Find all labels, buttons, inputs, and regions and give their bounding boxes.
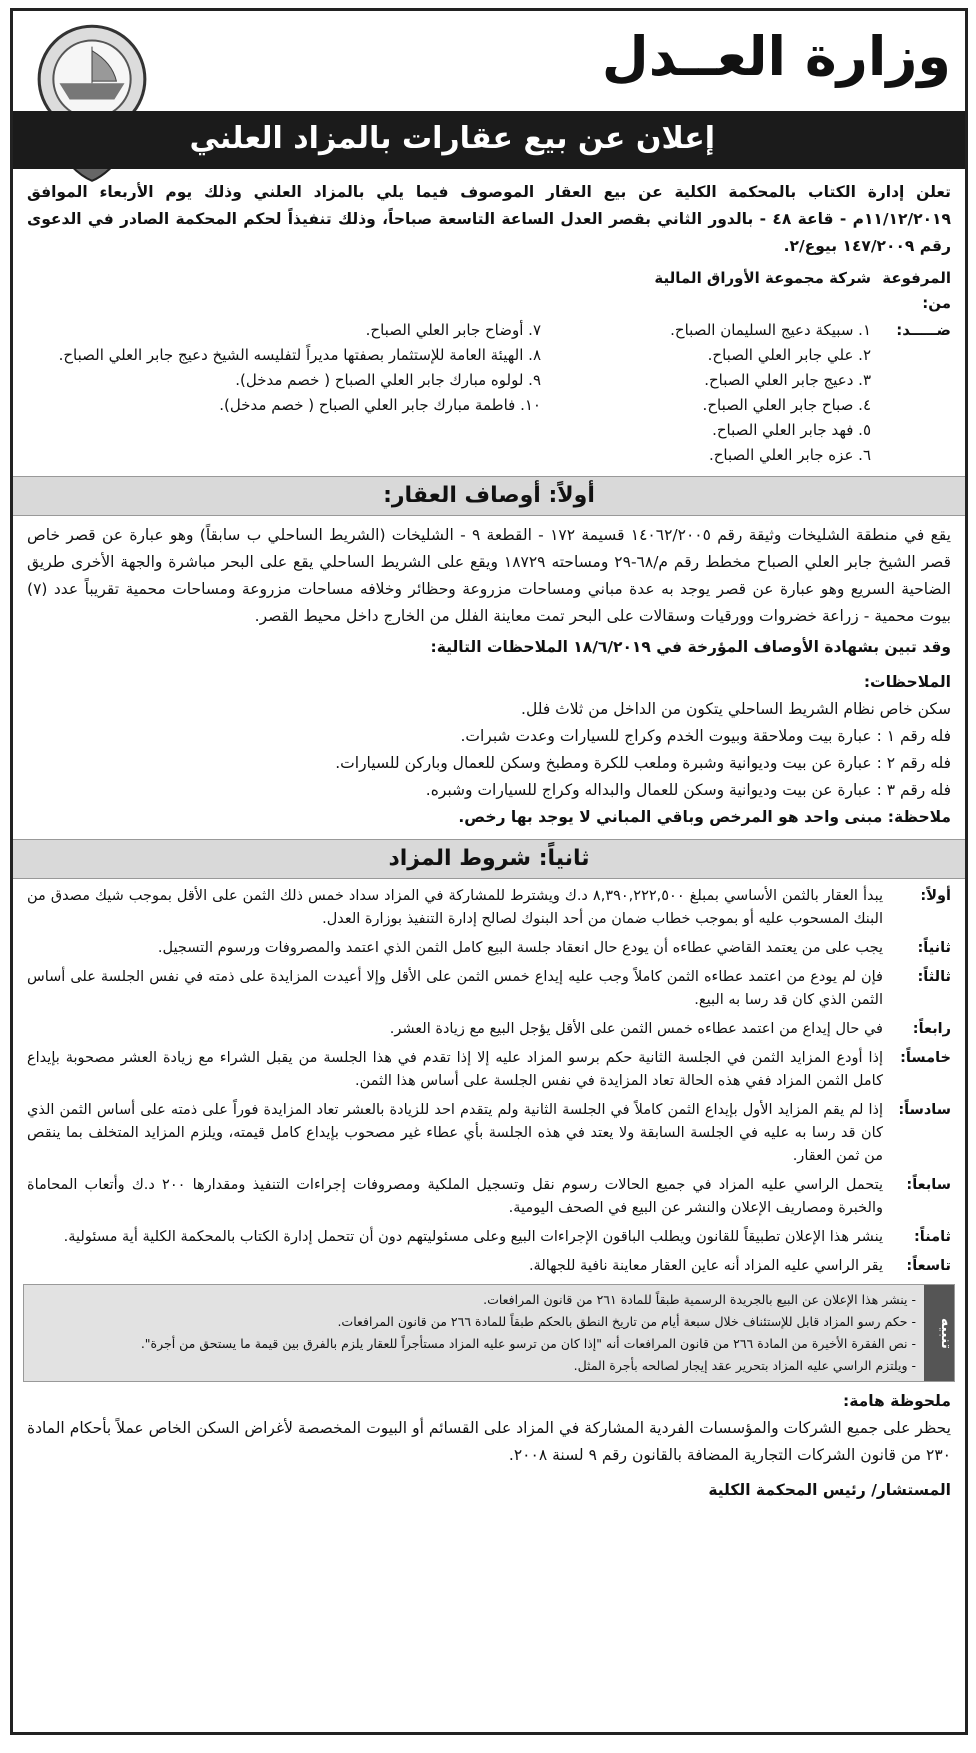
- notice-tag: تنبيه: [924, 1285, 954, 1381]
- condition-item: [13, 1255, 965, 1278]
- notice-lines: [24, 1285, 924, 1381]
- condition-item: [13, 1018, 965, 1041]
- list-item: ٤. صباح جابر العلي الصباح.: [702, 396, 871, 414]
- note-line: فله رقم ٢ : عبارة عن بيت وديوانية وشبرة وملعب للكرة ومطبخ وسكن للعمال وباركن للسيارات.: [335, 754, 951, 772]
- defendants-col-right: [541, 318, 871, 468]
- announcement-banner: [13, 111, 965, 169]
- condition-text: يجب على من يعتمد القاضي عطاءه أن يودع حال انعقاد جلسة البيع كامل الثمن الذي اعتمد والمصروفات ورسوم التسجيل.: [157, 940, 883, 956]
- plaintiff-row: [13, 266, 965, 316]
- condition-key: رابعاً:: [912, 1021, 951, 1037]
- section-title-conditions: ثانياً: شروط المزاد: [13, 839, 965, 879]
- condition-text: إذا أودع المزايد الثمن في الجلسة الثانية حكم برسو المزاد عليه إلا إذا تقدم في هذا الجلسة من يقبل الشراء مع زيادة العشر مصحوبة بإيداع كامل الثمن المزاد ففي هذه الحالة تعاد المزايدة في نفس الجلسة على أساس هذا الثمن.: [27, 1050, 883, 1089]
- condition-item: [13, 1226, 965, 1249]
- important-note-text: يحظر على جميع الشركات والمؤسسات الفردية المشاركة في المزاد على القسائم أو البيوت المخصصة لأغراض السكن الخاص عملاً بأحكام المادة ٢٣٠ من قانون الشركات التجارية المضافة بالقانون رقم ٩ لسنة ٢٠٠٨.: [27, 1419, 951, 1464]
- announcement-body: [13, 173, 965, 1732]
- notice-line: - حكم رسو المزاد قابل للإستئناف خلال سبعة أيام من تاريخ النطق بالحكم طبقاً للمادة ٢٦٦ من قانون المرافعات.: [337, 1314, 916, 1329]
- intro-paragraph: تعلن إدارة الكتاب بالمحكمة الكلية عن بيع العقار الموصوف فيما يلي بالمزاد العلني وذلك يوم الأربعاء الموافق ١١/١٢/٢٠١٩م - قاعة ٤٨ - بالدور الثاني بقصر العدل الساعة التاسعة صباحاً، وذلك تنفيذاً لحكم المحكمة الصادر في الدعوى رقم ١٤٧/٢٠٠٩ بيوع/٢.: [27, 183, 951, 255]
- condition-text: فإن لم يودع من اعتمد عطاءه الثمن كاملاً وجب عليه إيداع خمس الثمن على الأقل وإلا أعيدت المزايدة على ذمته في نفس الجلسة على أساس الثمن الذي كان قد رسا به البيع.: [27, 969, 883, 1008]
- signature: المستشار/ رئيس المحكمة الكلية: [708, 1481, 951, 1499]
- condition-key: خامساً:: [900, 1050, 951, 1066]
- condition-text: يقر الراسي عليه المزاد أنه عاين العقار معاينة نافية للجهالة.: [528, 1258, 883, 1274]
- condition-key: سابعاً:: [906, 1177, 951, 1193]
- ministry-name: وزارة العــدل: [601, 25, 951, 88]
- announcement-title: إعلان عن بيع عقارات بالمزاد العلني: [189, 121, 715, 156]
- condition-item: [13, 966, 965, 1012]
- list-item: ٢. علي جابر العلي الصباح.: [707, 346, 871, 364]
- note-line: ملاحظة: مبنى واحد هو المرخص وباقي المباني لا يوجد بها رخص.: [458, 808, 951, 826]
- note-line: فله رقم ١ : عبارة بيت وملاحقة وبيوت الخدم وكراج للسيارات وعدت شبرات.: [460, 727, 951, 745]
- list-item: ٣. دعيج جابر العلي الصباح.: [704, 371, 871, 389]
- condition-item: [13, 885, 965, 931]
- condition-text: إذا لم يقم المزايد الأول بإيداع الثمن كاملاً في الجلسة الثانية ولم يتقدم احد للزيادة بالعشر تعاد المزايدة فوراً على ذمته على أساس الثمن الذي كان قد رسا به عليه في الجلسة السابقة ولا يعتد في هذه الجلسة بأي عطاء غير مصحوب بإيداع كامل قيمته، ويلزم المزايد المتخلف بما ينقص من ثمن العقار.: [27, 1102, 883, 1164]
- list-item: ٨. الهيئة العامة للإستثمار بصفتها مديراً لتفليسه الشيخ دعيج جابر العلي الصباح.: [58, 346, 541, 364]
- property-description: يقع في منطقة الشليخات وثيقة رقم ١٤٠٦٢/٢٠٠٥ قسيمة ١٧٢ - القطعة ٩ - الشليخات (الشريط الساحلي ب سابقاً) وهو عبارة عن قصر خاص قصر الشيخ جابر العلي الصباح مخطط رقم م/٦٨-٢٩ ومساحته ١٨٧٢٩ ويقع على الشريط الساحلي يقع على البحر مباشرة والجهة الأخرى طريق الضاحية السريع وهو عبارة عن قصر يوجد به عدة مباني ومساحات مزروعة وحظائر وخلافه مساحات مزروعة ومساحات محمية تقريباً عدد (٧) بيوت محمية - زراعة خضروات وورقيات وسقالات على البحر تمت معاينة الفلل من الخارج داخل محيط القصر.: [27, 526, 951, 625]
- note-line: سكن خاص نظام الشريط الساحلي يتكون من الداخل من ثلاث فلل.: [521, 700, 951, 718]
- legal-notice-box: [23, 1284, 955, 1382]
- condition-text: ينشر هذا الإعلان تطبيقاً للقانون ويطلب الباقون الإجراءات البيع وعلى مسئوليتهم دون أن تتحمل إدارة الكتاب بالمحكمة الكلية أية مسئولية.: [63, 1229, 883, 1245]
- condition-text: في حال إيداع من اعتمد عطاءه خمس الثمن على الأقل يؤجل البيع مع زيادة العشر.: [389, 1021, 883, 1037]
- condition-item: [13, 1047, 965, 1093]
- list-item: ٩. لولوه مبارك جابر العلي الصباح ( خصم مدخل).: [235, 371, 541, 389]
- notice-line: - ويلتزم الراسي عليه المزاد بتحرير عقد إيجار لصالحه بأجرة المثل.: [573, 1358, 916, 1373]
- document-page: [10, 8, 968, 1735]
- condition-item: [13, 1174, 965, 1220]
- notice-line: - نص الفقرة الأخيرة من المادة ٢٦٦ من قانون المرافعات أنه "إذا كان من ترسو عليه المزاد مستأجراً للعقار يلزم بالفرق بين قيمة ما يستحق من أجرة".: [140, 1336, 916, 1351]
- list-item: ٦. عزه جابر العلي الصباح.: [708, 446, 871, 464]
- list-item: ٧. أوضاح جابر العلي الصباح.: [365, 321, 541, 339]
- header: [13, 11, 965, 109]
- condition-key: تاسعاً:: [906, 1258, 951, 1274]
- section-title-descriptions: أولاً: أوصاف العقار:: [13, 476, 965, 516]
- defendants-label: ضـــــد:: [896, 321, 951, 339]
- list-item: ١. سبيكة دعيج السليمان الصباح.: [670, 321, 871, 339]
- important-note-title: ملحوظة هامة:: [843, 1392, 951, 1410]
- condition-key: ثامناً:: [913, 1229, 951, 1245]
- list-item: ٥. فهد جابر العلي الصباح.: [712, 421, 871, 439]
- plaintiff-value: شركة مجموعة الأوراق المالية: [654, 269, 871, 287]
- plaintiff-label: المرفوعة من:: [882, 269, 951, 312]
- defendants-block: [13, 318, 965, 468]
- notes-title: الملاحظات:: [863, 673, 951, 691]
- condition-key: ثانياً:: [917, 940, 951, 956]
- certificate-note: وقد تبين بشهادة الأوصاف المؤرخة في ١٨/٦/٢٠١٩ الملاحظات التالية:: [430, 638, 951, 656]
- condition-key: سادساً:: [898, 1102, 951, 1118]
- list-item: ١٠. فاطمة مبارك جابر العلي الصباح ( خصم مدخل).: [219, 396, 541, 414]
- condition-item: [13, 937, 965, 960]
- notice-line: - ينشر هذا الإعلان عن البيع بالجريدة الرسمية طبقاً للمادة ٢٦١ من قانون المرافعات.: [483, 1292, 916, 1307]
- defendants-col-left: [27, 318, 541, 468]
- condition-item: [13, 1099, 965, 1168]
- condition-key: أولاً:: [920, 888, 951, 904]
- condition-text: يتحمل الراسي عليه المزاد في جميع الحالات رسوم نقل وتسجيل الملكية ومصروفات إجراءات التنفيذ ومقدارها ٢٠٠ د.ك وأتعاب المحاماة والخبرة ومصاريف الإعلان والنشر عن البيع في الصحف اليومية.: [27, 1177, 883, 1216]
- condition-text: يبدأ العقار بالثمن الأساسي بمبلغ ٨,٣٩٠,٢٢٢,٥٠٠ د.ك ويشترط للمشاركة في المزاد سداد خمس ذلك الثمن على الأقل بموجب شيك مصدق من البنك المسحوب عليه أو بموجب خطاب ضمان من أحد البنوك لصالح إدارة التنفيذ بوزارة العدل.: [27, 888, 883, 927]
- note-line: فله رقم ٣ : عبارة عن بيت وديوانية وسكن للعمال والبداله وكراج للسيارات وشبره.: [425, 781, 951, 799]
- condition-key: ثالثاً:: [917, 969, 951, 985]
